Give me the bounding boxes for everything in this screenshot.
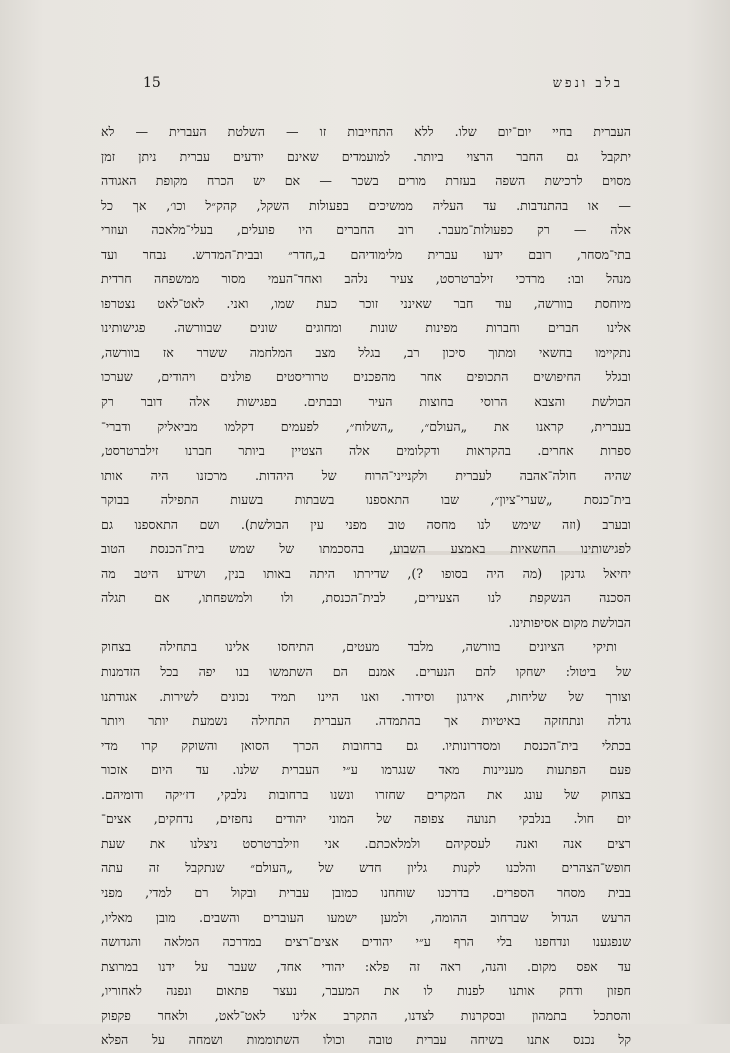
text-line: בית־כנסת „שערי־ציון״, שבו התאספנו בשבתות בשעות התפילה בבוקר	[101, 492, 631, 508]
text-line: הבולשת והצבא הרוסי בחוצות העיר ובבתים. בפגישות אלה דובר רק	[101, 394, 631, 410]
text-line: יום חול. בנלבקי תנועה צפופה של המוני יהודים נחפזים, נדחקים, אצים־	[101, 811, 631, 827]
text-line: אלה — רק כפעולות־מעבר. רוב החברים היו פועלים, בעלי־מלאכה ועוזרי	[101, 222, 631, 238]
text-line: והסתכל בתמהון ובסקרנות לצדנו, התקרב אלינו לאט־לאט, ולאחר פקפוק	[101, 1007, 631, 1023]
text-line: בעברית, קראנו את „העולם״, „השלוח״, לפעמים דקלמו מביאליק ודברי־	[101, 418, 631, 434]
paragraph-end-line: הבולשת מקום אסיפותינו.	[508, 614, 631, 630]
text-line: בכתלי בית־הכנסת ומסדרונותיו. גם ברחובות הכרך הסואן והשוקק קרו מדי	[101, 737, 631, 753]
text-line: ספרות אחרים. בהקראות ודקלומים אלה הצטיין ביותר חברנו זילברטרסט,	[101, 443, 631, 459]
text-line: — או בהתנדבות. עד העליה ממשיכים בפעולות השקל, קהק״ל וכו׳, אך כל	[101, 197, 631, 213]
text-line: בצחוק של עונג את המקרים שחזרו ונשנו ברחובות נלבקי, דז׳יקה ודומיהם.	[101, 786, 631, 802]
text-line: של ביטול: ישחקו להם הנערים. אמנם הם השתמשו בנו יפה בכל הזדמנות	[101, 664, 631, 680]
text-line: שנפגענו ונדחפנו בלי הרף ע״י יהודים אצים־רצים במדרכה המלאה והגדושה	[101, 934, 631, 950]
text-line: העברית בחיי יום־יום שלו. ללא התחייבות זו — השלטת העברית — לא	[101, 124, 631, 139]
text-line: עד אפס מקום. והנה, ראה זה פלא: יהודי אחד, שעבר על ידנו במרוצת	[101, 958, 631, 974]
text-line: יתקבל גם החבר הרצוי ביותר. למועמדים שאינם יודעים עברית ניתן זמן	[101, 148, 631, 164]
text-line: נתקיימו בחשאי ומתוך סיכון רב, בגלל מצב המלחמה ששרר אז בוורשה,	[101, 344, 631, 360]
text-line: גדלה ונתחזקה באיטיות אך בהתמדה. העברית התחילה נשמעת יותר ויותר	[101, 713, 631, 729]
text-line: רצים אנה ואנה לעסקיהם ולמלאכתם. אני וזילברטרסט ניצלנו את שעת	[101, 835, 631, 851]
text-line: מיוחסת בוורשה, עוד חבר שאינני זוכר כעת שמו, ואני. לאט־לאט נצטרפו	[101, 295, 631, 311]
text-line: מסוים לרכישת השפה בעזרת מורים בשכר — אם יש הכרח מקופת האגודה	[101, 173, 631, 189]
text-line: לפגישותינו החשאיות באמצע השבוע, בהסכמתו של שמש בית־הכנסת הטוב	[101, 541, 631, 557]
text-line: חופש־הצהרים והלכנו לקנות גליון חדש של „העולם״ שנתקבל זה עתה	[101, 860, 631, 876]
body-text	[101, 120, 631, 1053]
text-line: קל נכנס אתנו בשיחה עברית טובה וכולו השתוממות ושמחה על הפלא	[101, 1032, 631, 1048]
text-line: שהיה חולה־אהבה לעברית ולקנייני־הרוח של היהדות. מרכזנו היה אותו	[101, 467, 631, 483]
text-line: יחיאל גדנקן (מה היה בסופו ?), שדירתו היתה באותו בנין, ושידע היטב מה	[101, 565, 631, 581]
running-title: בלב ונפש	[552, 76, 623, 91]
text-line: הרעש הגדול שברחוב ההומה, ולמען ישמעו העוברים והשבים. מובן מאליו,	[101, 909, 631, 925]
text-line: חפזון ודחק אותנו לפנות לו את המעבר, נעצר פתאום ונפנה לאחוריו,	[101, 983, 631, 999]
text-line: מנהל ובו: מרדכי זילברטרסט, צעיר נלהב ואחד־העמי מסור ממשפחה חרדית	[101, 271, 631, 287]
paragraph-start-line: ותיקי הציונים בוורשה, מלבד מעטים, התיחסו אלינו בתחילה בצחוק	[101, 639, 617, 655]
text-line: פעם הפתעות מעניינות מאד שנגרמו ע״י העברית שלנו. עד היום אזכור	[101, 762, 631, 778]
text-line: ובגלל החיפושים התכופים אחר מהפכנים טרוריסטים פולנים ויהודים, שערכו	[101, 369, 631, 385]
text-line: וצורך של שליחות, אירגון וסידור. ואנו היינו תמיד נכונים לשירות. אגודתנו	[101, 688, 631, 704]
text-line: הסכנה הנשקפת לנו הצעירים, לבית־הכנסת, ולו ולמשפחתו, אם תגלה	[101, 590, 631, 606]
page-number: 15	[143, 75, 161, 91]
page-header	[143, 75, 623, 97]
text-line: אלינו חברים וחברות מפינות שונות ומחוגים שונים שבוורשה. פגישותינו	[101, 320, 631, 336]
text-line: בתי־מסחר, רובם ידעו עברית מלימודיהם ב„חדר״ ובבית־המדרש. נבחר ועד	[101, 246, 631, 262]
text-line: ובערב (וזה שימש לנו מחסה טוב מפני עין הבולשת). ושם התאספנו גם	[101, 516, 631, 532]
text-line: בבית מסחר הספרים. בדרכנו שוחחנו כמובן עברית ובקול רם למדי, מפני	[101, 884, 631, 900]
